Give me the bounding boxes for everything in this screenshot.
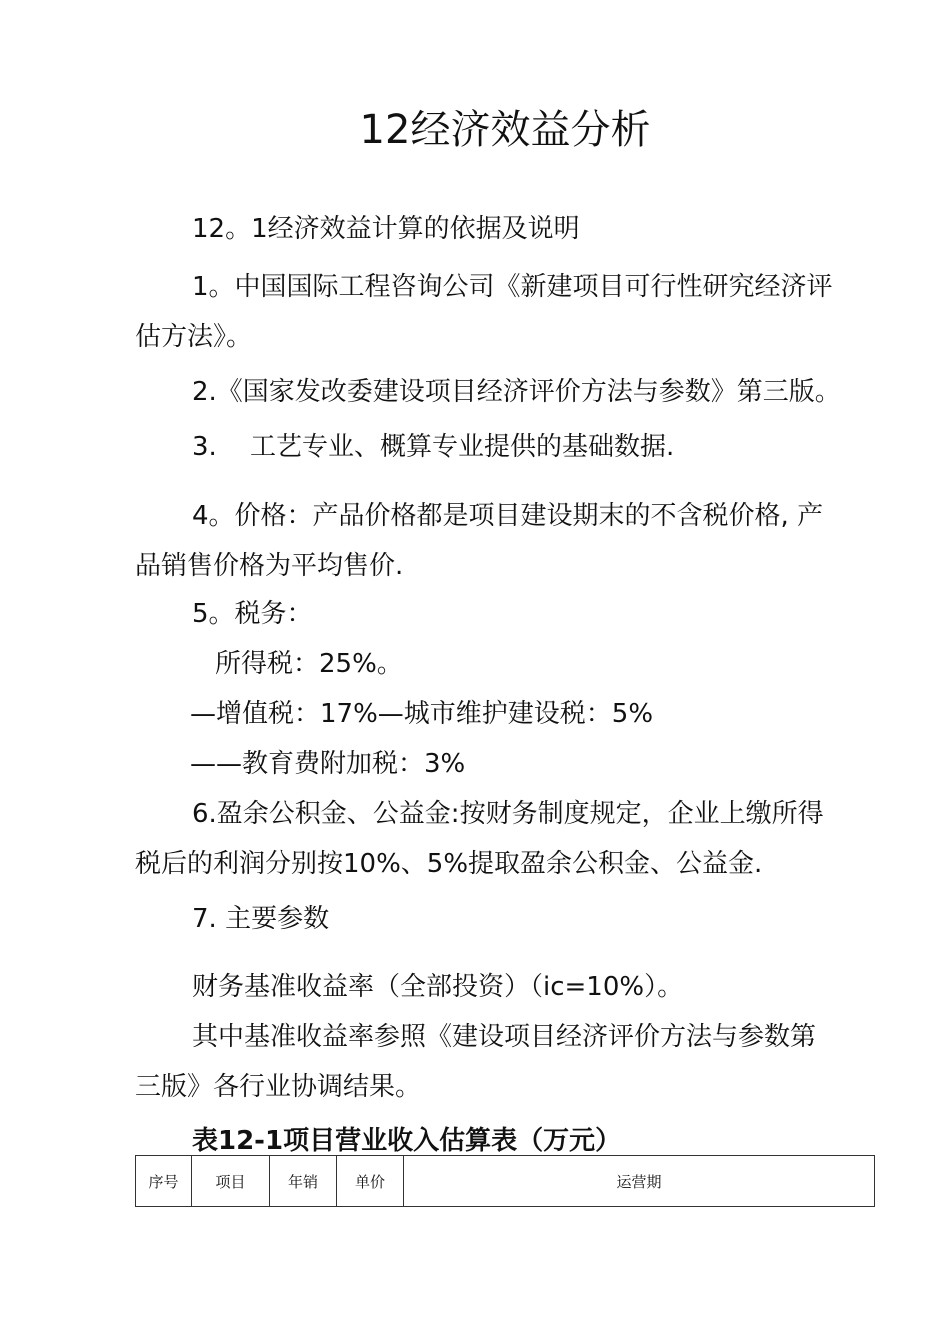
item-6-line-1: 6.盈余公积金、公益金:按财务制度规定，企业上缴所得 (192, 799, 824, 829)
header-annual-sales: 年销 (270, 1156, 337, 1207)
tax-income: 所得税：25%。 (215, 649, 403, 679)
table-header-row (136, 1156, 875, 1207)
header-item: 项目 (192, 1156, 270, 1207)
item-3-text: 工艺专业、概算专业提供的基础数据. (250, 432, 675, 462)
header-operation-period: 运营期 (404, 1156, 875, 1207)
page-title: 12经济效益分析 (359, 107, 651, 153)
item-2: 2.《国家发改委建设项目经济评价方法与参数》第三版。 (192, 377, 841, 407)
table-caption: 表12-1项目营业收入估算表（万元） (192, 1126, 622, 1156)
revenue-table (135, 1155, 875, 1207)
tax-education: ——教育费附加税：3% (190, 749, 466, 779)
item-1-line-1: 1。中国国际工程咨询公司《新建项目可行性研究经济评 (192, 272, 833, 302)
item-6-line-2: 税后的利润分别按10%、5%提取盈余公积金、公益金. (135, 849, 763, 879)
item-7: 7. 主要参数 (192, 904, 330, 934)
header-index: 序号 (136, 1156, 192, 1207)
item-4-line-2: 品销售价格为平均售价. (135, 551, 404, 581)
header-unit-price: 单价 (337, 1156, 404, 1207)
item-5: 5。税务： (192, 599, 313, 629)
section-heading: 12。1经济效益计算的依据及说明 (192, 214, 580, 244)
item-3-number: 3. (192, 432, 217, 462)
note-line-1: 其中基准收益率参照《建设项目经济评价方法与参数第 (192, 1022, 817, 1052)
benchmark-rate: 财务基准收益率（全部投资）（ic=10%）。 (192, 972, 684, 1002)
note-line-2: 三版》各行业协调结果。 (135, 1072, 422, 1102)
item-1-line-2: 估方法》。 (135, 322, 253, 352)
item-4-line-1: 4。价格：产品价格都是项目建设期末的不含税价格, 产 (192, 501, 824, 531)
tax-vat-city: —增值税：17%—城市维护建设税：5% (190, 699, 654, 729)
